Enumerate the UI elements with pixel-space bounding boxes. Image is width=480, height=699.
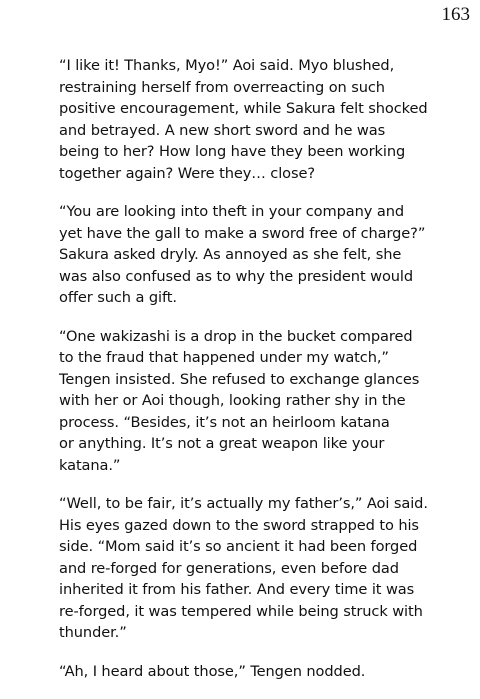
- paragraph-1: [59, 55, 439, 184]
- text-line: Tengen insisted. She refused to exchange glances: [59, 370, 420, 388]
- paragraph-3: [59, 326, 439, 477]
- paragraph-4: [59, 493, 439, 644]
- text-line: was also confused as to why the president would: [59, 267, 414, 285]
- text-line: “Ah, I heard about those,” Tengen nodded.: [59, 662, 366, 680]
- body-text: [59, 55, 439, 699]
- text-line: Sakura asked dryly. As annoyed as she felt, she: [59, 246, 402, 263]
- text-line: being to her? How long have they been working: [59, 143, 406, 160]
- text-line: side. “Mom said it’s so ancient it had been forged: [59, 538, 418, 555]
- text-line: process. “Besides, it’s not an heirloom katana: [59, 413, 390, 431]
- paragraph-5: [59, 661, 439, 683]
- text-line: or anything. It’s not a great weapon like your: [59, 435, 385, 452]
- text-line: together again? Were they… close?: [59, 164, 316, 182]
- paragraph-2: [59, 201, 439, 309]
- text-line: restraining herself from overreacting on such: [59, 78, 385, 96]
- page-number: 163: [441, 4, 470, 25]
- text-line: with her or Aoi though, looking rather shy in the: [59, 392, 406, 409]
- text-line: “You are looking into theft in your company and: [59, 203, 405, 220]
- text-line: “Well, to be fair, it’s actually my father’s,” Aoi said.: [59, 495, 428, 512]
- text-line: offer such a gift.: [59, 289, 177, 306]
- text-line: “One wakizashi is a drop in the bucket compared: [59, 327, 413, 345]
- text-line: and re-forged for generations, even before dad: [59, 559, 399, 577]
- text-line: inherited it from his father. And every time it was: [59, 581, 415, 598]
- text-line: re-forged, it was tempered while being struck with: [59, 602, 423, 620]
- text-line: positive encouragement, while Sakura felt shocked: [59, 100, 428, 117]
- text-line: “I like it! Thanks, Myo!” Aoi said. Myo blushed,: [59, 57, 395, 74]
- text-line: to the fraud that happened under my watch,”: [59, 349, 389, 366]
- text-line: katana.”: [59, 456, 121, 474]
- text-line: yet have the gall to make a sword free of charge?”: [59, 224, 426, 242]
- text-line: His eyes gazed down to the sword strapped to his: [59, 516, 419, 534]
- text-line: and betrayed. A new short sword and he was: [59, 121, 386, 139]
- text-line: thunder.”: [59, 624, 127, 641]
